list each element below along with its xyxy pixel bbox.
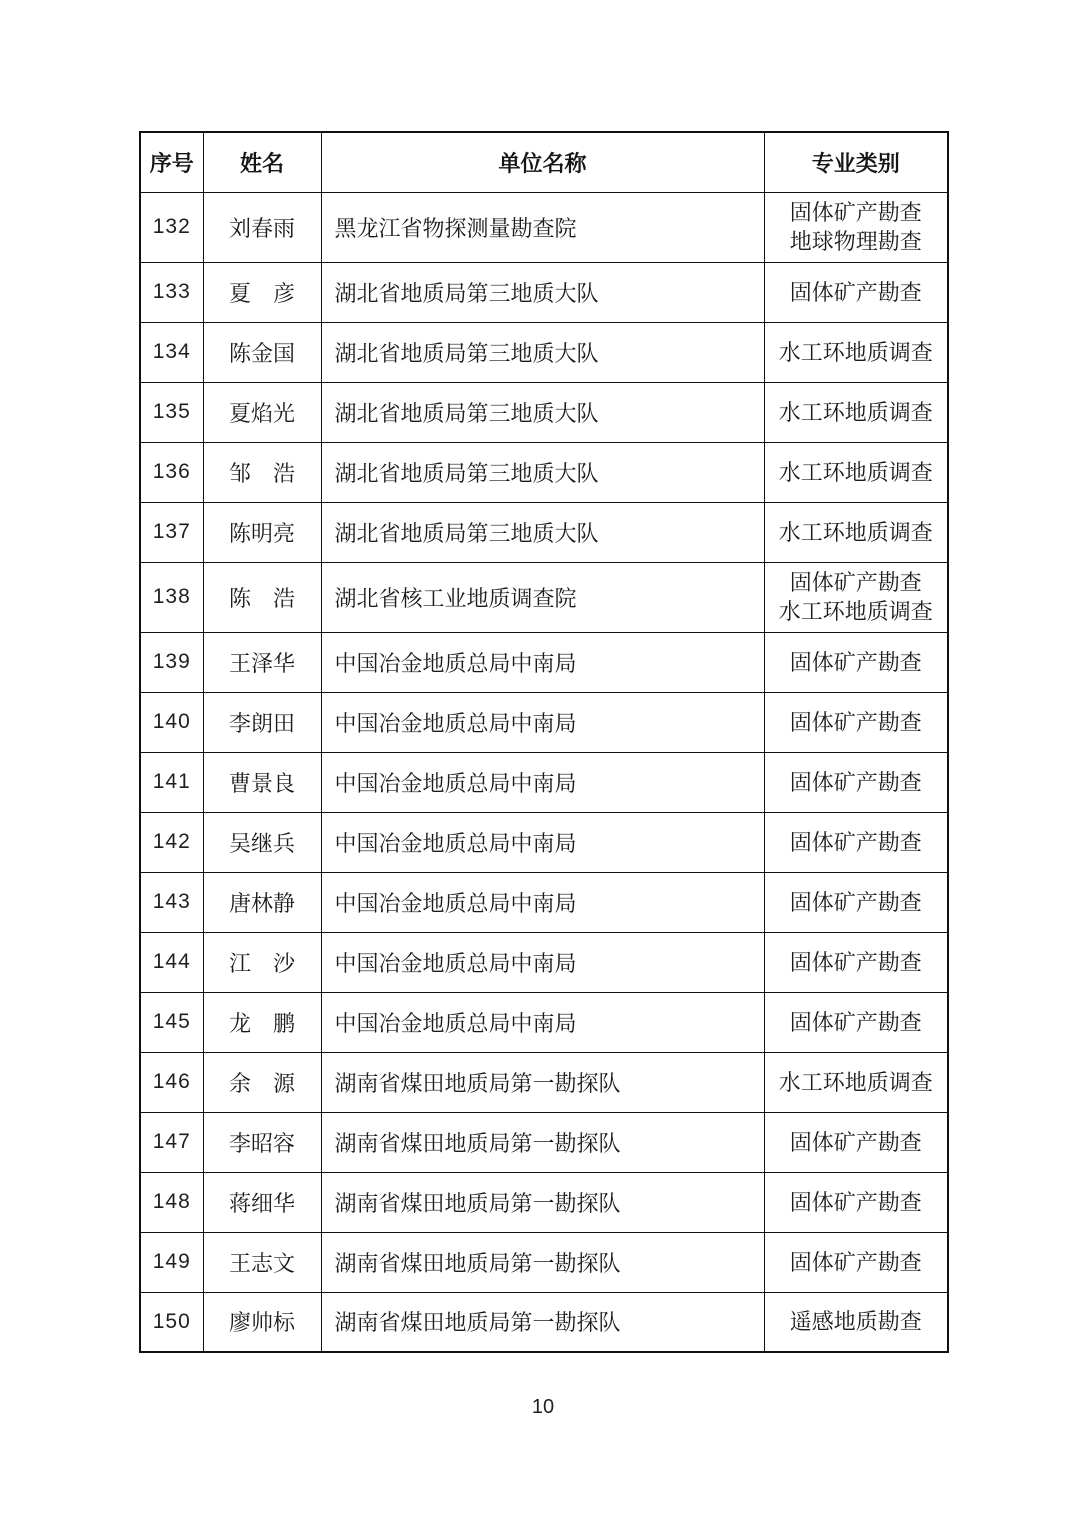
category-line: 水工环地质调查 [778, 1069, 933, 1095]
row-index: 139 [140, 632, 203, 692]
table-row [140, 1052, 948, 1112]
person-name: 陈 浩 [203, 562, 321, 632]
category [764, 752, 948, 812]
category-line: 水工环地质调查 [778, 399, 933, 425]
category-line: 固体矿产勘查 [789, 949, 922, 975]
unit-name: 中国冶金地质总局中南局 [321, 872, 764, 932]
person-name: 廖帅标 [203, 1292, 321, 1352]
category-line: 固体矿产勘查 [789, 829, 922, 855]
person-name: 夏 彦 [203, 262, 321, 322]
person-name: 陈明亮 [203, 502, 321, 562]
category-line: 固体矿产勘查 [789, 1009, 922, 1035]
table-row [140, 1112, 948, 1172]
person-name: 曹景良 [203, 752, 321, 812]
table-row [140, 562, 948, 632]
person-name: 唐林静 [203, 872, 321, 932]
table-row [140, 262, 948, 322]
table-row [140, 442, 948, 502]
unit-name: 中国冶金地质总局中南局 [321, 692, 764, 752]
category-line: 固体矿产勘查 [789, 649, 922, 675]
unit-name: 湖北省地质局第三地质大队 [321, 262, 764, 322]
person-name: 龙 鹏 [203, 992, 321, 1052]
category-line: 固体矿产勘查 [789, 889, 922, 915]
row-index: 133 [140, 262, 203, 322]
category-line: 水工环地质调查 [778, 339, 933, 365]
category [764, 632, 948, 692]
table-row [140, 752, 948, 812]
table-row [140, 192, 948, 262]
category [764, 1172, 948, 1232]
table-header [140, 132, 948, 192]
category [764, 1112, 948, 1172]
page-number: 10 [531, 1396, 555, 1418]
person-name: 李昭容 [203, 1112, 321, 1172]
row-index: 135 [140, 382, 203, 442]
person-name: 邹 浩 [203, 442, 321, 502]
person-name: 陈金国 [203, 322, 321, 382]
person-name: 蒋细华 [203, 1172, 321, 1232]
category-line: 固体矿产勘查 [789, 1189, 922, 1215]
category [764, 1232, 948, 1292]
row-index: 145 [140, 992, 203, 1052]
table-row [140, 502, 948, 562]
category-line: 固体矿产勘查 [789, 1129, 922, 1155]
unit-name: 黑龙江省物探测量勘查院 [321, 192, 764, 262]
personnel-table [139, 131, 949, 1353]
category [764, 192, 948, 262]
unit-name: 湖南省煤田地质局第一勘探队 [321, 1112, 764, 1172]
category [764, 262, 948, 322]
row-index: 132 [140, 192, 203, 262]
column-header-category: 专业类别 [764, 132, 948, 192]
category-line: 水工环地质调查 [778, 459, 933, 485]
category [764, 442, 948, 502]
person-name: 余 源 [203, 1052, 321, 1112]
table-row [140, 1232, 948, 1292]
category [764, 812, 948, 872]
category [764, 1052, 948, 1112]
table-row [140, 692, 948, 752]
unit-name: 湖北省地质局第三地质大队 [321, 322, 764, 382]
category [764, 872, 948, 932]
row-index: 144 [140, 932, 203, 992]
person-name: 刘春雨 [203, 192, 321, 262]
category [764, 992, 948, 1052]
person-name: 王泽华 [203, 632, 321, 692]
category-line: 固体矿产勘查 [789, 769, 922, 795]
category [764, 502, 948, 562]
row-index: 143 [140, 872, 203, 932]
unit-name: 湖北省地质局第三地质大队 [321, 382, 764, 442]
table-row [140, 812, 948, 872]
row-index: 148 [140, 1172, 203, 1232]
row-index: 149 [140, 1232, 203, 1292]
table-row [140, 1292, 948, 1352]
unit-name: 湖北省地质局第三地质大队 [321, 442, 764, 502]
row-index: 136 [140, 442, 203, 502]
row-index: 150 [140, 1292, 203, 1352]
row-index: 141 [140, 752, 203, 812]
row-index: 138 [140, 562, 203, 632]
category-line: 水工环地质调查 [778, 599, 933, 624]
table-body [140, 192, 948, 1352]
category-line: 遥感地质勘查 [789, 1309, 922, 1335]
table-row [140, 932, 948, 992]
category-line: 固体矿产勘查 [789, 279, 922, 305]
category-line: 地球物理勘查 [789, 229, 922, 254]
category-line: 固体矿产勘查 [789, 570, 922, 595]
table-row [140, 322, 948, 382]
column-header-index: 序号 [140, 132, 203, 192]
unit-name: 中国冶金地质总局中南局 [321, 992, 764, 1052]
column-header-unit: 单位名称 [321, 132, 764, 192]
row-index: 147 [140, 1112, 203, 1172]
unit-name: 湖南省煤田地质局第一勘探队 [321, 1172, 764, 1232]
category [764, 562, 948, 632]
category [764, 322, 948, 382]
person-name: 夏焰光 [203, 382, 321, 442]
row-index: 146 [140, 1052, 203, 1112]
table-row [140, 382, 948, 442]
person-name: 李朗田 [203, 692, 321, 752]
category [764, 1292, 948, 1352]
table-header-row [140, 132, 948, 192]
unit-name: 中国冶金地质总局中南局 [321, 632, 764, 692]
unit-name: 中国冶金地质总局中南局 [321, 812, 764, 872]
table-row [140, 632, 948, 692]
table-row [140, 1172, 948, 1232]
row-index: 142 [140, 812, 203, 872]
unit-name: 湖南省煤田地质局第一勘探队 [321, 1232, 764, 1292]
category-line: 固体矿产勘查 [789, 709, 922, 735]
table-row [140, 872, 948, 932]
person-name: 江 沙 [203, 932, 321, 992]
category-line: 固体矿产勘查 [789, 1249, 922, 1275]
row-index: 140 [140, 692, 203, 752]
category [764, 692, 948, 752]
unit-name: 湖南省煤田地质局第一勘探队 [321, 1052, 764, 1112]
unit-name: 湖南省煤田地质局第一勘探队 [321, 1292, 764, 1352]
column-header-name: 姓名 [203, 132, 321, 192]
person-name: 王志文 [203, 1232, 321, 1292]
category [764, 932, 948, 992]
category [764, 382, 948, 442]
row-index: 134 [140, 322, 203, 382]
category-line: 水工环地质调查 [778, 519, 933, 545]
unit-name: 中国冶金地质总局中南局 [321, 932, 764, 992]
row-index: 137 [140, 502, 203, 562]
unit-name: 中国冶金地质总局中南局 [321, 752, 764, 812]
category-line: 固体矿产勘查 [789, 200, 922, 225]
person-name: 吴继兵 [203, 812, 321, 872]
unit-name: 湖北省地质局第三地质大队 [321, 502, 764, 562]
unit-name: 湖北省核工业地质调查院 [321, 562, 764, 632]
table-row [140, 992, 948, 1052]
